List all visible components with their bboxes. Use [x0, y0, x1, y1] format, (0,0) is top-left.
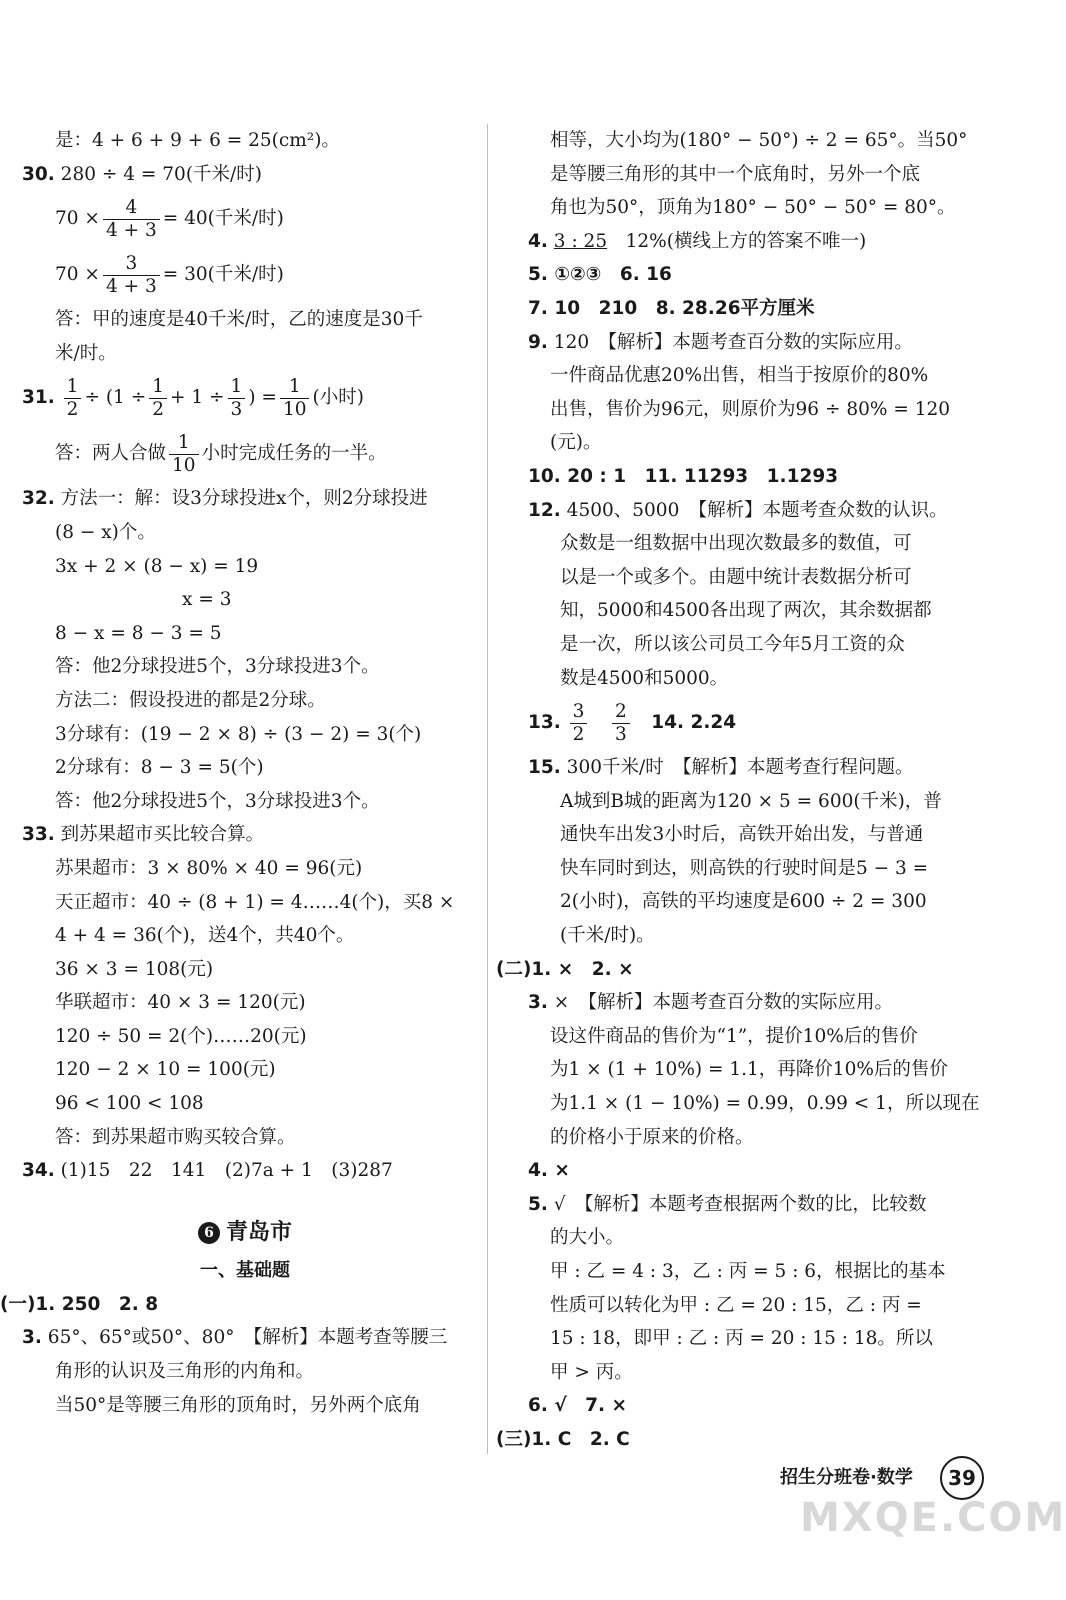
text: + 1 ÷ — [170, 387, 225, 409]
text-line: 众数是一组数据中出现次数最多的数值，可 — [560, 533, 912, 555]
question-number: 13. — [528, 712, 561, 734]
text-line: 华联超市：40 × 3 = 120(元) — [55, 992, 306, 1014]
text: ) = — [248, 387, 277, 409]
column-divider — [487, 124, 488, 1454]
text-line: 4. × — [528, 1160, 570, 1182]
equation-line: x = 3 — [182, 589, 232, 611]
text-line: 15 : 18，即甲 : 乙 : 丙 = 20 : 15 : 18。所以 — [550, 1328, 933, 1350]
question-5-judge — [508, 1188, 978, 1222]
equation-line — [22, 191, 468, 247]
text-line: 性质可以转化为甲 : 乙 = 20 : 15，乙 : 丙 = — [550, 1294, 922, 1316]
text-line: 当50°是等腰三角形的顶角时，另外两个底角 — [55, 1394, 421, 1416]
text-line: 角也为50°，顶角为180° − 50° − 50° = 80°。 — [550, 197, 956, 219]
left-column — [0, 124, 468, 1422]
question-12 — [508, 494, 978, 528]
numerator: 3 — [570, 701, 588, 724]
text-line: 的价格小于原来的价格。 — [550, 1126, 754, 1148]
question-34 — [22, 1154, 468, 1188]
text: 300千米/时 【解析】本题考查行程问题。 — [566, 757, 914, 779]
fraction — [64, 376, 82, 421]
text-line: 6. √ 7. × — [528, 1395, 628, 1417]
numerator: 1 — [64, 376, 82, 399]
numerator: 1 — [280, 376, 310, 399]
question-30 — [22, 158, 468, 192]
numerator: 1 — [149, 376, 167, 399]
watermark: MXQE.COM — [800, 1495, 1066, 1541]
question-number: 15. — [528, 757, 561, 779]
text-line: 为1.1 × (1 − 10%) = 0.99，0.99 < 1，所以现在 — [550, 1093, 980, 1115]
answer-line: 答：甲的速度是40千米/时，乙的速度是30千 — [55, 309, 423, 331]
text-line: 是一次，所以该公司员工今年5月工资的众 — [560, 633, 905, 655]
text: 答：两人合做 — [55, 443, 167, 465]
text-line: 是等腰三角形的其中一个底角时，另外一个底 — [550, 163, 921, 185]
section-title-text: 青岛市 — [225, 1218, 292, 1245]
text-line: 120 ÷ 50 = 2(个)……20(元) — [55, 1025, 307, 1047]
question-number: 30. — [22, 163, 55, 185]
text-line: 的大小。 — [550, 1227, 625, 1249]
answer-line — [22, 426, 468, 482]
equation-line: 2分球有：8 − 3 = 5(个) — [55, 757, 264, 779]
text: 280 ÷ 4 = 70(千米/时) — [60, 163, 262, 185]
text-line: A城到B城的距离为120 × 5 = 600(千米)，普 — [560, 790, 942, 812]
denominator: 2 — [66, 398, 79, 420]
text: = 30(千米/时) — [162, 264, 284, 286]
text-line: 96 < 100 < 108 — [55, 1093, 204, 1115]
text-line: 相等，大小均为(180° − 50°) ÷ 2 = 65°。当50° — [550, 130, 968, 151]
text: 方法一：解：设3分球投进x个，则2分球投进 — [60, 488, 428, 510]
answer-line: 答：他2分球投进5个，3分球投进3个。 — [55, 656, 380, 678]
text: 70 × — [55, 264, 100, 286]
question-33 — [22, 818, 468, 852]
question-15 — [508, 751, 978, 785]
question-9 — [508, 326, 978, 360]
text-line: 为1 × (1 + 10%) = 1.1，再降价10%后的售价 — [550, 1059, 948, 1081]
text-line: 36 × 3 = 108(元) — [55, 958, 214, 980]
text: √ 【解析】本题考查根据两个数的比，比较数 — [553, 1193, 927, 1215]
text-line: 甲 > 丙。 — [550, 1361, 633, 1383]
text-line: 快车同时到达，则高铁的行驶时间是5 − 3 = — [560, 857, 929, 879]
text-line: (8 − x)个。 — [55, 521, 156, 543]
denominator: 4 + 3 — [105, 219, 157, 241]
text-line: 是：4 + 6 + 9 + 6 = 25(cm²)。 — [55, 130, 340, 151]
question-number: 31. — [22, 387, 55, 409]
text-line: (千米/时)。 — [560, 925, 655, 947]
footer-label: 招生分班卷·数学 — [780, 1467, 913, 1488]
answer-line: 答：他2分球投进5个，3分球投进3个。 — [55, 790, 380, 812]
denominator: 10 — [282, 398, 307, 420]
numerator: 1 — [169, 432, 199, 455]
question-32 — [22, 482, 468, 516]
text-line: 7. 10 210 8. 28.26平方厘米 — [528, 297, 815, 319]
fraction — [103, 253, 160, 298]
answer-line: 答：到苏果超市购买较合算。 — [55, 1126, 296, 1148]
text: (小时) — [312, 387, 364, 409]
text-line: 通快车出发3小时后，高铁开始出发，与普通 — [560, 824, 924, 846]
equation-line: 8 − x = 8 − 3 = 5 — [55, 622, 222, 644]
text: 65°、65°或50°、80° 【解析】本题考查等腰三 — [47, 1327, 448, 1349]
fraction — [149, 376, 167, 421]
text: 70 × — [55, 208, 100, 230]
text-line: 一件商品优惠20%出售，相当于按原价的80% — [550, 365, 929, 387]
answer-line: 米/时。 — [55, 342, 117, 364]
numerator: 2 — [612, 701, 630, 724]
denominator: 4 + 3 — [105, 275, 157, 297]
text: 3 : 25 — [553, 230, 608, 252]
question-number: 3. — [22, 1327, 42, 1349]
text-line: (一)1. 250 2. 8 — [0, 1293, 159, 1315]
text: (1)15 22 141 (2)7a + 1 (3)287 — [60, 1160, 393, 1182]
text-line: 以是一个或多个。由题中统计表数据分析可 — [560, 566, 912, 588]
text-line: 知，5000和4500各出现了两次，其余数据都 — [560, 600, 932, 622]
text-line: 2(小时)，高铁的平均速度是600 ÷ 2 = 300 — [560, 891, 927, 913]
text: 14. 2.24 — [651, 712, 737, 734]
question-number: 32. — [22, 488, 55, 510]
denominator: 2 — [152, 398, 164, 420]
question-number: 4. — [528, 230, 548, 252]
text-line: 10. 20 : 1 11. 11293 1.1293 — [528, 465, 839, 487]
numerator: 3 — [103, 253, 160, 276]
question-number: 12. — [528, 499, 561, 521]
text: = 40(千米/时) — [162, 208, 284, 230]
question-4 — [508, 225, 978, 259]
question-number: 33. — [22, 824, 55, 846]
question-number: 5. — [528, 1193, 548, 1215]
section-title — [22, 1210, 468, 1254]
numerator: 4 — [103, 197, 160, 220]
text-line: (二)1. × 2. × — [496, 958, 634, 980]
text-line: 数是4500和5000。 — [560, 667, 729, 689]
text-line: (元)。 — [550, 432, 602, 454]
fraction — [570, 701, 588, 746]
question-31 — [22, 370, 468, 426]
equation-line — [22, 247, 468, 303]
text-line: 5. ①②③ 6. 16 — [528, 264, 672, 286]
text-line: 出售，售价为96元，则原价为96 ÷ 80% = 120 — [550, 398, 951, 420]
fraction — [169, 432, 199, 477]
text-line: 甲 : 乙 = 4 : 3，乙 : 丙 = 5 : 6，根据比的基本 — [550, 1261, 946, 1282]
section-number-badge: 6 — [198, 1222, 220, 1244]
text-line: 角形的认识及三角形的内角和。 — [55, 1361, 315, 1383]
text: 到苏果超市买比较合算。 — [60, 824, 265, 846]
question-3 — [22, 1321, 468, 1355]
question-13 — [508, 695, 978, 751]
equation-line: 3分球有：(19 − 2 × 8) ÷ (3 − 2) = 3(个) — [55, 723, 422, 745]
text: 120 【解析】本题考查百分数的实际应用。 — [553, 331, 913, 353]
text: 12%(横线上方的答案不唯一) — [625, 230, 867, 252]
text: × 【解析】本题考查百分数的实际应用。 — [553, 992, 894, 1014]
denominator: 2 — [572, 723, 585, 745]
text-line: 方法二：假设投进的都是2分球。 — [55, 689, 326, 711]
text-line: 4 + 4 = 36(个)，送4个，共40个。 — [55, 925, 355, 947]
denominator: 10 — [172, 454, 196, 476]
fraction — [103, 197, 160, 242]
subsection-title: 一、基础题 — [200, 1259, 290, 1281]
question-number: 9. — [528, 331, 548, 353]
fraction — [280, 376, 310, 421]
text-line: 设这件商品的售价为“1”，提价10%后的售价 — [550, 1025, 918, 1047]
question-3-judge — [508, 986, 978, 1020]
text: ÷ (1 ÷ — [84, 387, 147, 409]
denominator: 3 — [614, 723, 627, 745]
page-number: 39 — [940, 1456, 984, 1500]
denominator: 3 — [230, 398, 243, 420]
text: 小时完成任务的一半。 — [201, 443, 387, 465]
equation-line: 3x + 2 × (8 − x) = 19 — [55, 555, 259, 577]
right-column — [496, 124, 980, 1457]
question-number: 3. — [528, 992, 548, 1014]
question-number: 34. — [22, 1160, 55, 1182]
text-line: 天正超市：40 ÷ (8 + 1) = 4……4(个)，买8 × — [55, 891, 455, 913]
text-line: 苏果超市：3 × 80% × 40 = 96(元) — [55, 857, 363, 879]
fraction — [612, 701, 630, 746]
text-line: (三)1. C 2. C — [496, 1428, 630, 1450]
text: 4500、5000 【解析】本题考查众数的认识。 — [566, 499, 948, 521]
numerator: 1 — [228, 376, 246, 399]
fraction — [228, 376, 246, 421]
text-line: 120 − 2 × 10 = 100(元) — [55, 1059, 276, 1081]
